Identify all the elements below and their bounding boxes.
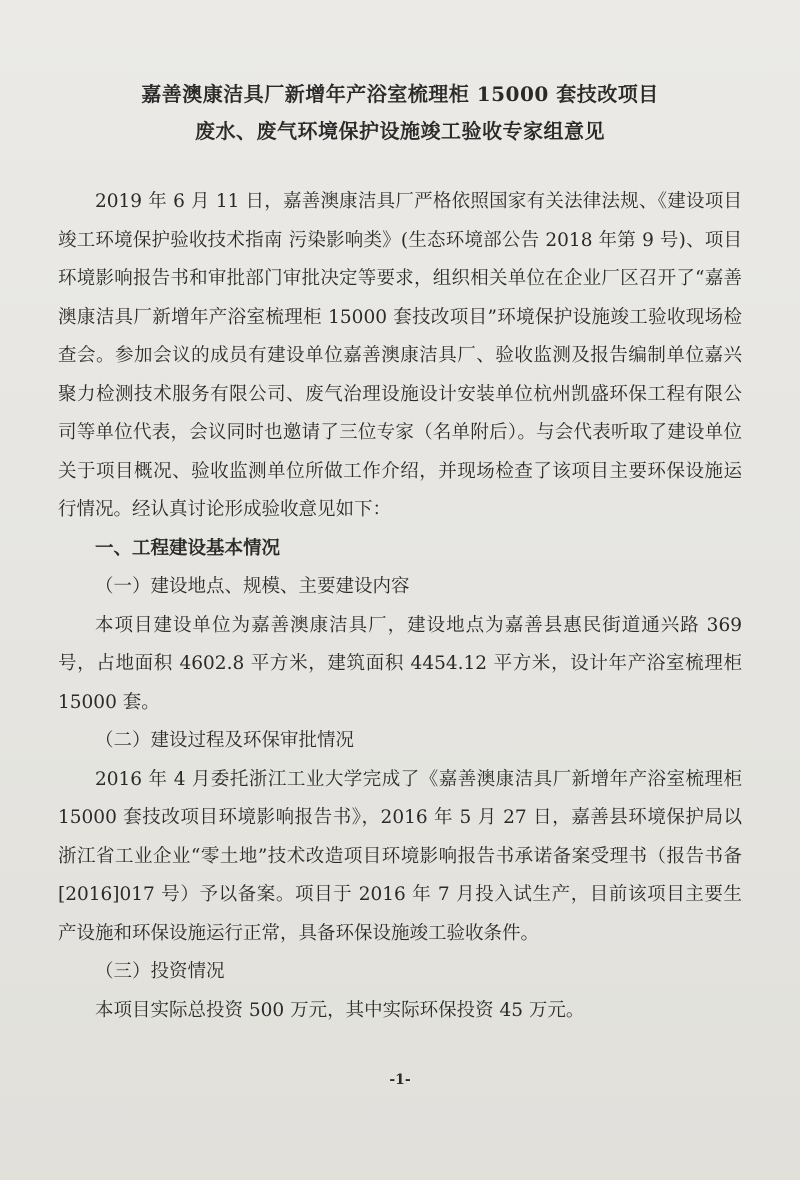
subsection-text-3: 本项目实际总投资 500 万元，其中实际环保投资 45 万元。 bbox=[95, 999, 585, 1021]
document-title-line2: 废水、废气环境保护设施竣工验收专家组意见 bbox=[195, 119, 605, 143]
section-heading: 一、工程建设基本情况 bbox=[95, 537, 281, 559]
page-number: -1- bbox=[389, 1072, 411, 1088]
document-body bbox=[58, 183, 742, 1030]
intro-paragraph: 2019 年 6 月 11 日，嘉善澳康洁具厂严格依照国家有关法律法规、《建设项目竣工环境保护验收技术指南 污染影响类》(生态环境部公告 2018 年第 9 号)、项目环境影响报告书和审批部门审批决定等要求，组织相关单位在企业厂区召开了“嘉善澳康洁具厂新增年产浴室梳理柜 15000 套技改项目”环境保护设施竣工验收现场检查会。参加会议的成员有建设单位嘉善澳康洁具厂、验收监测及报告编制单位嘉兴聚力检测技术服务有限公司、废气治理设施设计安装单位杭州凯盛环保工程有限公司等单位代表，会议同时也邀请了三位专家（名单附后）。与会代表听取了建设单位关于项目概况、验收监测单位所做工作介绍，并现场检查了该项目主要环保设施运行情况。经认真讨论形成验收意见如下： bbox=[58, 191, 742, 520]
subsection-heading-1: （一）建设地点、规模、主要建设内容 bbox=[95, 576, 410, 597]
subsection-text-1: 本项目建设单位为嘉善澳康洁具厂，建设地点为嘉善县惠民街道通兴路 369 号，占地面积 4602.8 平方米，建筑面积 4454.12 平方米，设计年产浴室梳理柜 15000 套。 bbox=[58, 614, 742, 713]
subsection-heading-2: （二）建设过程及环保审批情况 bbox=[95, 730, 355, 751]
subsection-heading-3: （三）投资情况 bbox=[95, 961, 225, 982]
document-title-line1: 嘉善澳康洁具厂新增年产浴室梳理柜 15000 套技改项目 bbox=[141, 82, 659, 106]
subsection-text-2: 2016 年 4 月委托浙江工业大学完成了《嘉善澳康洁具厂新增年产浴室梳理柜 15000 套技改项目环境影响报告书》，2016 年 5 月 27 日，嘉善县环境保护局以浙江省工业企业“零土地”技术改造项目环境影响报告书承诺备案受理书（报告书备[2016]017 号）予以备案。项目于 2016 年 7 月投入试生产，目前该项目主要生产设施和环保设施运行正常，具备环保设施竣工验收条件。 bbox=[58, 768, 742, 944]
